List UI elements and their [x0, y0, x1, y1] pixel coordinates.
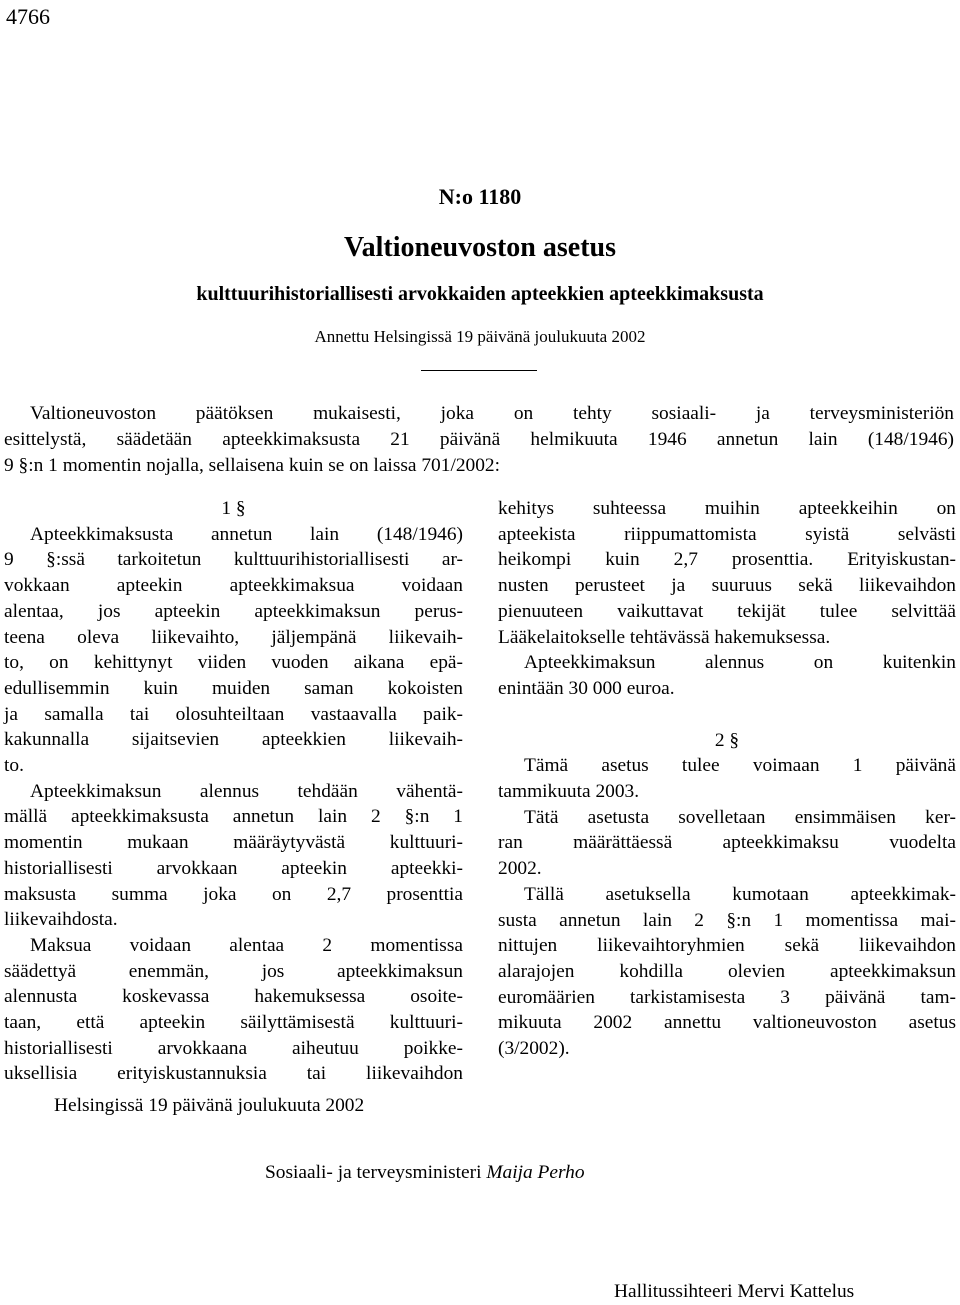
text-line: to.	[4, 755, 24, 777]
statute-number: N:o 1180	[438, 184, 522, 209]
text-line: vokkaan apteekin apteekkimaksua voidaan	[4, 575, 463, 597]
secretary-title: Hallitussihteeri	[614, 1281, 733, 1302]
text-line: ran määrättäessä apteekkimaksu vuodelta	[498, 832, 956, 854]
text-line: pienuuteen vaikuttavat tekijät tulee selvittää	[498, 600, 956, 622]
text-line: liikevaihdosta.	[4, 909, 118, 931]
text-line: apteekista riippumattomista syistä selvästi	[498, 523, 956, 545]
preamble-line: esittelystä, säädetään apteekkimaksusta 21 päivänä helmikuuta 1946 annetun lain (148/1946)	[4, 429, 954, 450]
document-title: Valtioneuvoston asetus	[343, 232, 616, 263]
text-line: nusten perusteet ja suuruus sekä liikevaihdon	[498, 575, 956, 597]
text-line: uksellisia erityiskustannuksia tai liikevaihdon	[4, 1063, 463, 1085]
text-line: Tätä asetusta sovelletaan ensimmäisen ker-	[524, 806, 956, 828]
text-line: historiallisesti arvokkaana aiheutuu poikke-	[4, 1037, 463, 1059]
text-line: alennusta koskevassa hakemuksessa osoite-	[4, 986, 463, 1008]
section-heading: 2 §	[714, 729, 740, 751]
place-date: Helsingissä 19 päivänä joulukuuta 2002	[54, 1095, 365, 1116]
text-line: tammikuuta 2003.	[498, 781, 640, 803]
minister-title: Sosiaali- ja terveysministeri	[265, 1162, 482, 1183]
text-line: Maksua voidaan alentaa 2 momentissa	[30, 934, 463, 956]
left-column	[4, 496, 463, 1087]
text-line: alarajojen kohdilla olevien apteekkimaksun	[498, 960, 956, 982]
text-line: maksusta summa joka on 2,7 prosenttia	[4, 883, 463, 905]
text-line: säädettyä enemmän, jos apteekkimaksun	[4, 960, 463, 982]
text-line: Apteekkimaksusta annetun lain (148/1946)	[30, 523, 463, 545]
text-line: teena oleva liikevaihto, jäljempänä liikevaih-	[4, 626, 463, 648]
text-line: enintään 30 000 euroa.	[498, 677, 675, 699]
given-date: Annettu Helsingissä 19 päivänä joulukuuta 2002	[314, 327, 646, 346]
text-line: kakunnalla sijaitsevien apteekkien liikevaih-	[4, 729, 463, 751]
text-line: Tällä asetuksella kumotaan apteekkimak-	[524, 883, 956, 905]
text-line: mällä apteekkimaksusta annetun lain 2 §:n 1	[4, 806, 463, 828]
preamble-line: Valtioneuvoston päätöksen mukaisesti, joka on tehty sosiaali- ja terveysministeriön	[30, 403, 954, 424]
preamble-line: 9 §:n 1 momentin nojalla, sellaisena kuin se on laissa 701/2002:	[4, 455, 501, 476]
separator-rule	[421, 370, 537, 371]
text-line: kehitys suhteessa muihin apteekkeihin on	[498, 498, 956, 519]
text-line: taan, että apteekin säilyttämisestä kulttuuri-	[4, 1012, 463, 1034]
text-line: alentaa, jos apteekin apteekkimaksun perus-	[4, 600, 463, 622]
text-line: to, on kehittynyt viiden vuoden aikana epä-	[4, 652, 463, 674]
text-line: nittujen liikevaihtoryhmien sekä liikevaihdon	[498, 935, 956, 957]
text-line: Apteekkimaksun alennus on kuitenkin	[524, 652, 956, 674]
section-heading: 1 §	[221, 498, 246, 519]
text-line: historiallisesti arvokkaan apteekin apteekki-	[4, 857, 463, 879]
text-line: mikuuta 2002 annettu valtioneuvoston asetus	[498, 1012, 956, 1034]
minister-signature	[265, 1162, 585, 1184]
text-line: edullisemmin kuin muiden saman kokoisten	[4, 677, 463, 699]
text-line: susta annetun lain 2 §:n 1 momentissa mai-	[498, 909, 956, 931]
text-line: 9 §:ssä tarkoitetun kulttuurihistoriallisesti ar-	[4, 549, 463, 571]
text-line: (3/2002).	[498, 1038, 570, 1060]
minister-name: Maija Perho	[486, 1162, 585, 1183]
right-column	[498, 496, 956, 1062]
text-line: 2002.	[498, 858, 542, 880]
text-line: momentin mukaan määräytyvästä kulttuuri-	[4, 832, 463, 854]
page-number: 4766	[6, 4, 50, 29]
secretary-name: Mervi Kattelus	[737, 1281, 855, 1302]
text-line: euromäärien tarkistamisesta 3 päivänä tam-	[498, 986, 956, 1008]
text-line: heikompi kuin 2,7 prosenttia. Erityiskustan-	[498, 549, 956, 571]
preamble	[4, 401, 954, 479]
document-subtitle: kulttuurihistoriallisesti arvokkaiden apteekkien apteekkimaksusta	[196, 283, 764, 305]
secretary-signature	[614, 1281, 854, 1303]
text-line: ja samalla tai olosuhteiltaan vastaavalla paik-	[4, 703, 463, 725]
section-spacer	[498, 702, 956, 728]
text-line: Lääkelaitokselle tehtävässä hakemuksessa.	[498, 626, 831, 648]
text-line: Tämä asetus tulee voimaan 1 päivänä	[524, 755, 956, 777]
text-line: Apteekkimaksun alennus tehdään vähentä-	[30, 780, 463, 802]
